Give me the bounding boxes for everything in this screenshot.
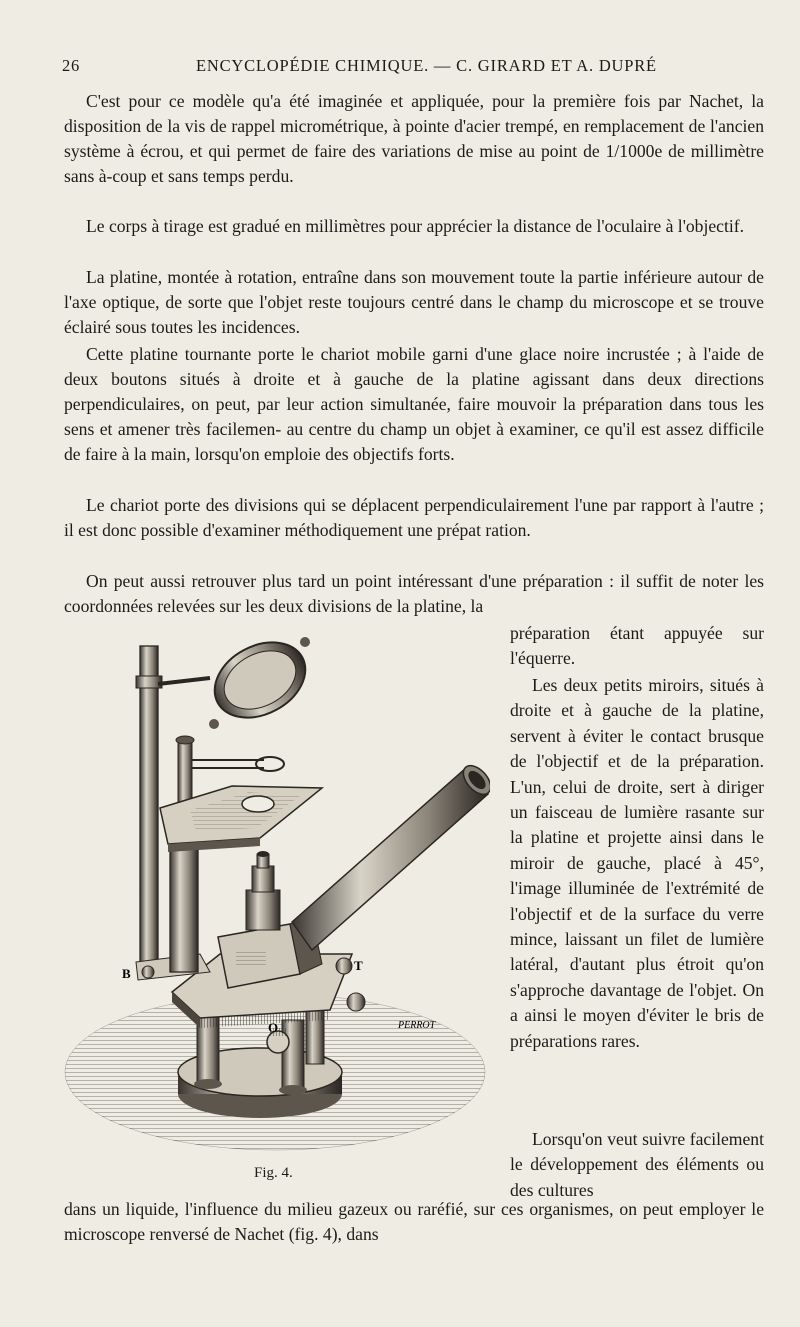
label-b: B [122, 966, 131, 981]
paragraph-mobile-carriage: Cette platine tournante porte le chariot mobile garni d'une glace noire incrustée ; à l'aide de deux boutons situés à droite et à gauche de la platine agissant dans deux directions perpendiculaires, on peut, par leur action simultanée, faire mouvoir la préparation dans tous les sens et amener très facilemen- au centre du champ un objet à examiner, ce qu'il est assez difficile de faire à la main, lorsqu'on emploie des objectifs forts. [64, 344, 764, 464]
microscope-engraving [60, 632, 490, 1172]
mirror [158, 632, 318, 733]
figure-4-inverted-microscope [60, 632, 490, 1172]
paragraph-micrometer-screw: C'est pour ce modèle qu'a été imaginée et appliquée, pour la première fois par Nachet, la disposition de la vis de rappel micrométrique, à pointe d'acier trempé, en remplacement de l'ancien système à écrou, et qui permet de faire des variations de mise au point de 1/1000e de millimètre sans à-coup et sans temps perdu. [64, 91, 764, 186]
figure-caption: Fig. 4. [254, 1165, 293, 1181]
paragraph-inverted-microscope: dans un liquide, l'influence du milieu gazeux ou raréfié, sur ces organismes, on peut employer le microscope renversé de Nachet (fig. 4), dans [64, 1199, 764, 1244]
objective-lens [246, 851, 280, 930]
page-header [62, 56, 718, 80]
paragraph-rotating-stage: La platine, montée à rotation, entraîne dans son mouvement toute la partie inférieure autour de l'axe optique, de sorte que l'objet reste toujours centré dans le champ du microscope et se trouve éclairé sous toutes les incidences. [64, 267, 764, 337]
paragraph-divisions: Le chariot porte des divisions qui se déplacent perpendiculairement l'une par rapport à l'autre ; il est donc possible d'examiner méthodiquement une prépat ration. [64, 495, 764, 540]
column-mirrors: Les deux petits miroirs, situés à droite et à gauche de la platine, servent à éviter le contact brusque de l'objectif et de la préparation. L'un, celui de droite, sert à diriger un faisceau de lumière rasante sur la platine et projette ainsi dans le miroir de gauche, placé à 45°, l'image illuminée de l'extrémité de l'objectif et de la surface du verre mince, laissant un filet de lumière latéral, d'autant plus étroit qu'on s'approche davantage de l'objet. On a ainsi le moyen d'éviter le bris de préparations rares. [510, 675, 764, 1051]
paragraph-coordinates: On peut aussi retrouver plus tard un point intéressant d'une préparation : il suffit de noter les coordonnées relevées sur les deux divisions de la platine, la [64, 571, 764, 616]
label-t: T [354, 958, 363, 973]
paragraph-draw-tube: Le corps à tirage est gradué en millimètres pour apprécier la distance de l'oculaire à l'objectif. [86, 216, 744, 236]
engraver-signature: PERROT [398, 1020, 436, 1031]
column-continuation: préparation étant appuyée sur l'équerre. [510, 623, 764, 669]
page-number: 26 [62, 56, 81, 75]
column-follow: Lorsqu'on veut suivre facilement le développement des éléments ou des cultures [510, 1129, 764, 1200]
label-o: O [268, 1020, 279, 1035]
running-title: ENCYCLOPÉDIE CHIMIQUE. — C. GIRARD ET A. DUPRÉ [196, 56, 657, 75]
